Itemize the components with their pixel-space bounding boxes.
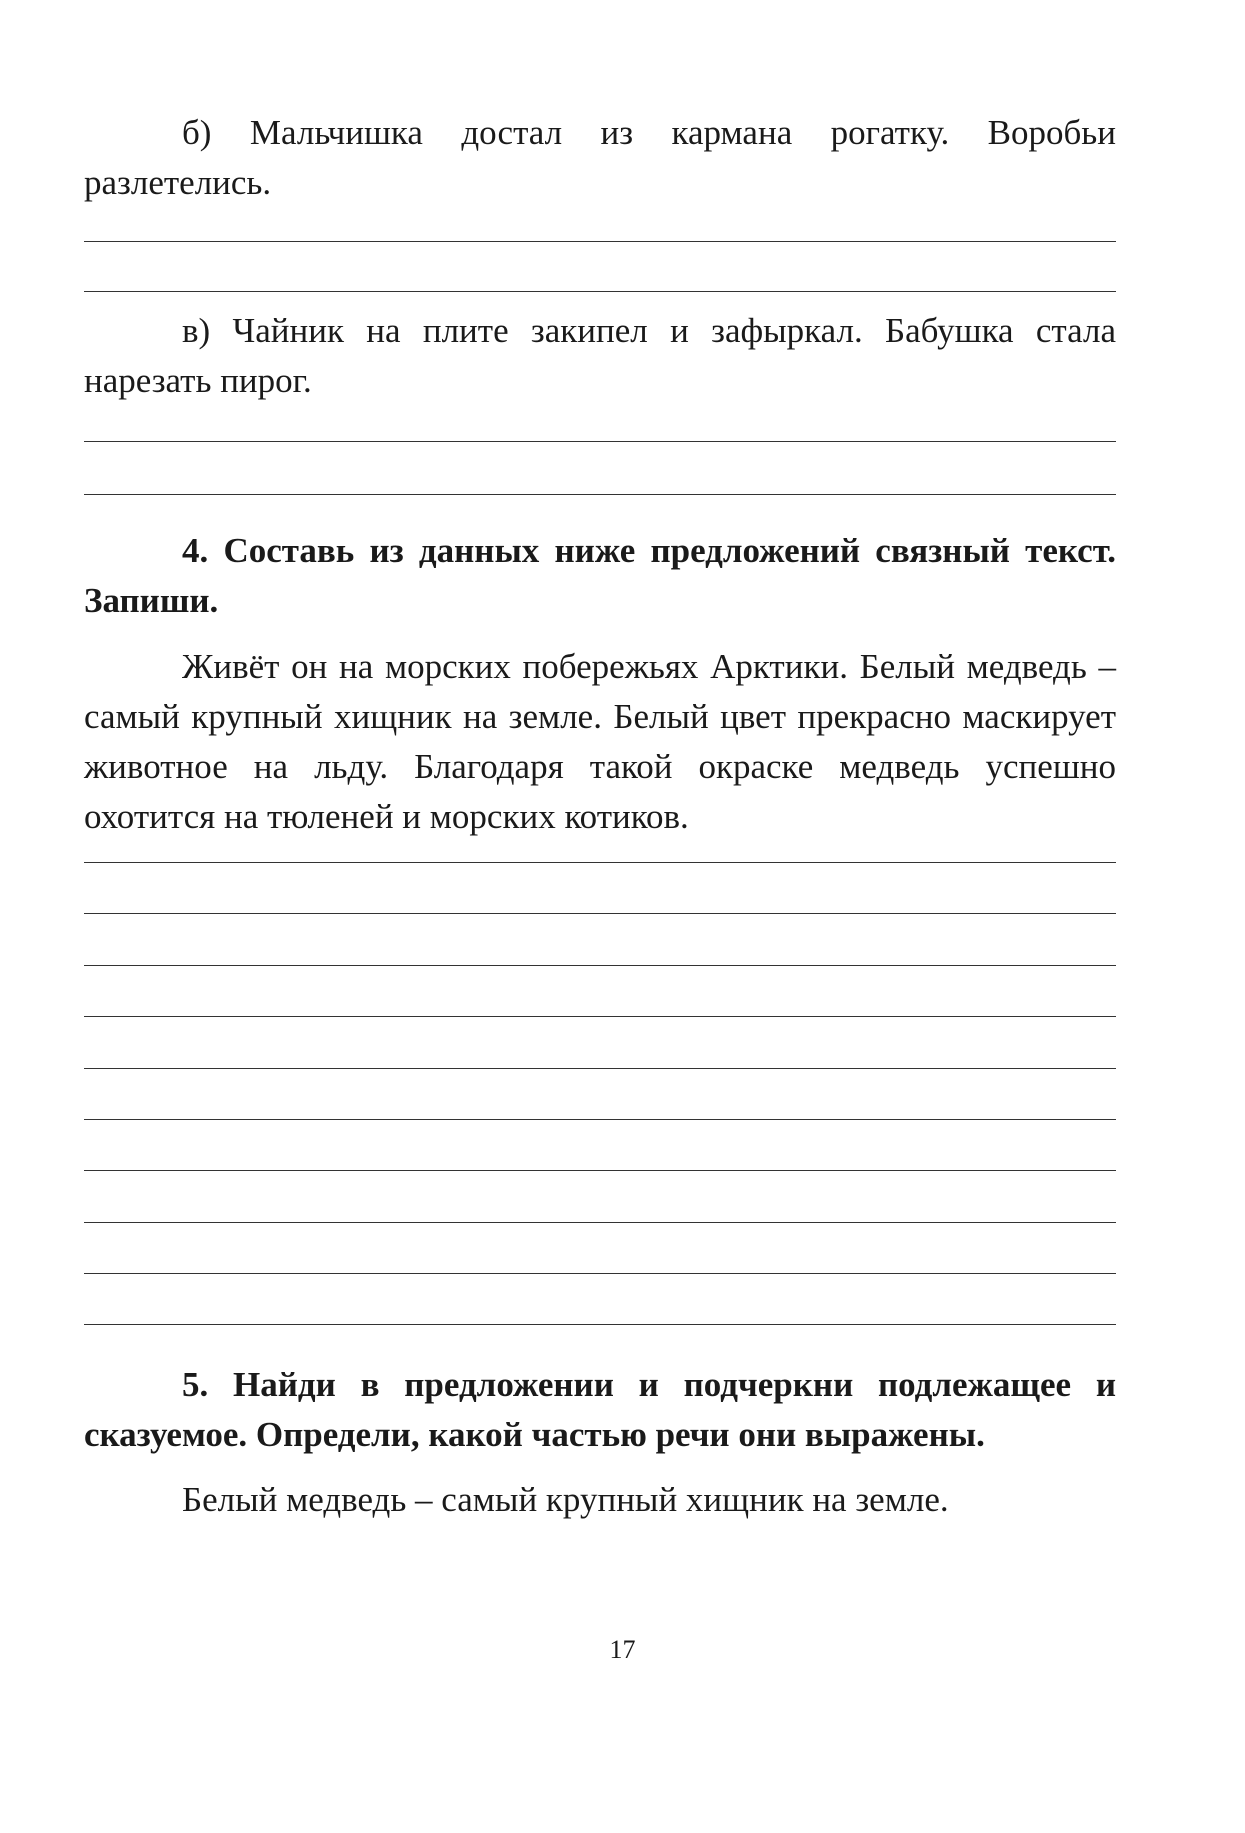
answer-line[interactable] [84,913,1116,914]
answer-line[interactable] [84,862,1116,863]
exercise-4-body-text: Живёт он на морских побережьях Арктики. Белый медведь – самый крупный хищник на земле. Белый цвет прекрасно маскирует животное на льду. Благодаря такой окраске медведь успешно охотится на тюленей и морских котиков. [84,647,1116,836]
answer-line[interactable] [84,1170,1116,1171]
page-number: 17 [609,1635,636,1664]
answer-line[interactable] [84,965,1116,966]
answer-line[interactable] [84,1324,1116,1325]
answer-line[interactable] [84,291,1116,292]
exercise-5-heading-text: 5. Найди в предложении и подчеркни подлежащее и сказуемое. Определи, какой частью речи они выражены. [84,1365,1116,1454]
exercise-5-heading [84,1360,1116,1460]
exercise-5-text [84,1475,1116,1525]
answer-line[interactable] [84,1016,1116,1017]
exercise-5-sentence: Белый медведь – самый крупный хищник на земле. [182,1480,949,1519]
answer-line[interactable] [84,241,1116,242]
exercise-3-item-v-text: в) Чайник на плите закипел и зафыркал. Бабушка стала нарезать пирог. [84,311,1116,400]
exercise-4-text [84,642,1116,842]
exercise-3-item-v [84,306,1116,406]
answer-line[interactable] [84,1273,1116,1274]
answer-line[interactable] [84,441,1116,442]
answer-line[interactable] [84,1068,1116,1069]
answer-line[interactable] [84,1222,1116,1223]
answer-line[interactable] [84,1119,1116,1120]
exercise-4-heading [84,526,1116,626]
answer-line[interactable] [84,494,1116,495]
exercise-3-item-b [84,108,1116,208]
exercise-4-heading-text: 4. Составь из данных ниже предложений связный текст. Запиши. [84,531,1116,620]
exercise-3-item-b-text: б) Мальчишка достал из кармана рогатку. Воробьи разлетелись. [84,113,1116,202]
